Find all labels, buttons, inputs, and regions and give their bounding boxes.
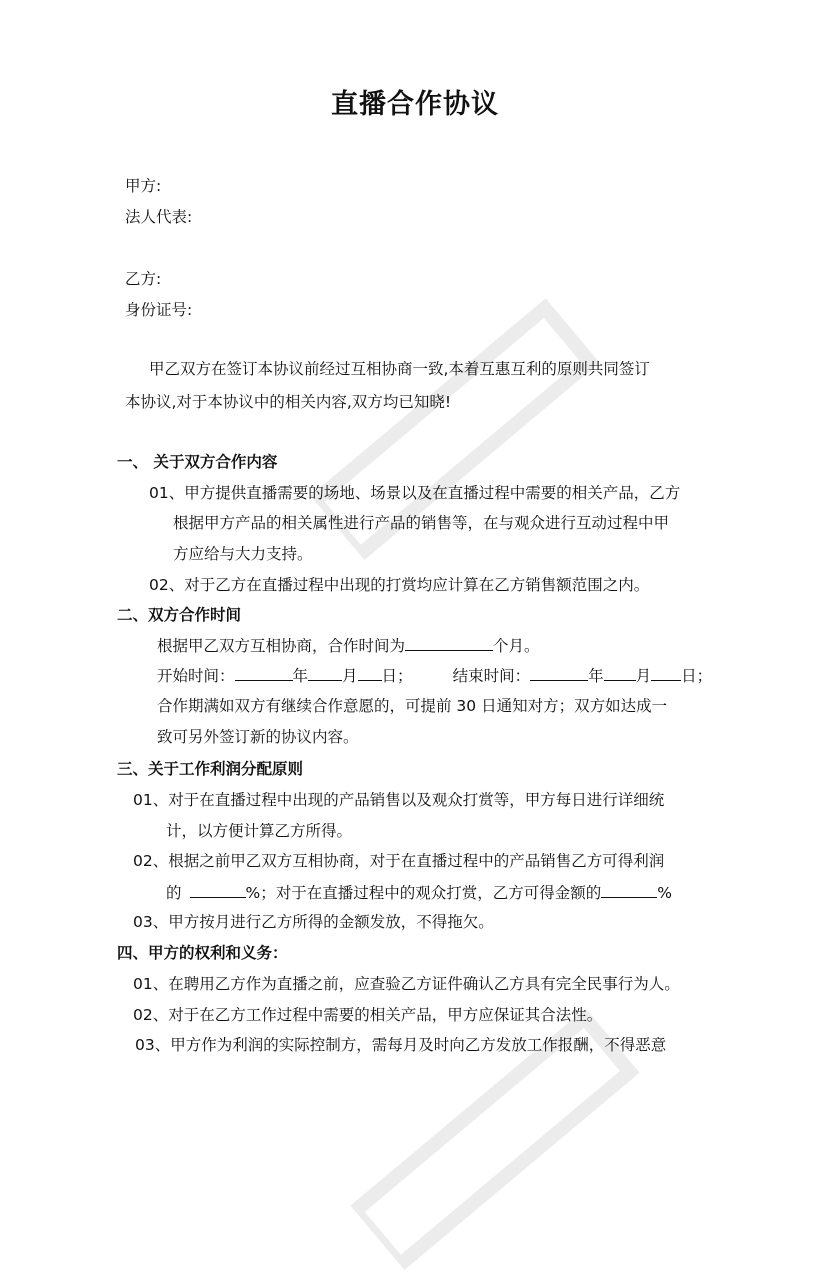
s2-dates-line xyxy=(157,664,712,687)
document-title: 直播合作协议 xyxy=(331,89,499,120)
end-day-blank xyxy=(651,664,681,681)
start-year-unit: 年 xyxy=(292,667,309,685)
start-month-blank xyxy=(308,664,342,681)
tip-percent-blank xyxy=(601,881,657,898)
start-time-label: 开始时间： xyxy=(157,667,235,685)
s2-duration-text: 根据甲乙双方互相协商，合作时间为 xyxy=(157,637,406,655)
duration-blank xyxy=(405,634,493,651)
s4-item-1: 01、在聘用乙方作为直播之前，应查验乙方证件确认乙方具有完全民事行为人。 xyxy=(133,975,680,993)
start-day-blank xyxy=(358,664,382,681)
profit-share-mid: %；对于在直播过程中的观众打赏，乙方可得金额的 xyxy=(245,884,602,902)
party-a-label: 甲方: xyxy=(125,177,162,195)
start-month-unit: 月 xyxy=(342,667,358,685)
section-2-heading: 二、双方合作时间 xyxy=(117,606,242,624)
s2-duration-unit: 个月。 xyxy=(493,637,540,655)
intro-line-1: 甲乙双方在签订本协议前经过互相协商一致,本着互惠互利的原则共同签订 xyxy=(149,360,650,378)
s1-item-1-line-1: 01、甲方提供直播需要的场地、场景以及在直播过程中需要的相关产品，乙方 xyxy=(149,484,681,502)
profit-percent-blank xyxy=(190,881,246,898)
end-month-blank xyxy=(604,664,636,681)
section-3-heading: 三、关于工作利润分配原则 xyxy=(117,760,304,778)
party-a-rep-label: 法人代表: xyxy=(125,208,193,226)
end-day-unit: 日； xyxy=(681,667,713,685)
party-b-label: 乙方: xyxy=(125,270,162,288)
s1-item-1-line-2: 根据甲方产品的相关属性进行产品的销售等，在与观众进行互动过程中甲 xyxy=(173,514,670,532)
end-year-blank xyxy=(530,664,588,681)
end-month-unit: 月 xyxy=(635,667,652,685)
start-day-unit: 日； xyxy=(381,667,413,685)
end-year-unit: 年 xyxy=(588,667,604,685)
s4-item-2: 02、对于在乙方工作过程中需要的相关产品，甲方应保证其合法性。 xyxy=(133,1006,603,1024)
s2-renewal-line-2: 致可另外签订新的协议内容。 xyxy=(157,728,359,746)
section-1-heading: 一、 关于双方合作内容 xyxy=(117,453,278,471)
s4-item-3: 03、甲方作为利润的实际控制方，需每月及时向乙方发放工作报酬，不得恶意 xyxy=(135,1036,667,1054)
end-time-label: 结束时间： xyxy=(452,667,531,685)
s3-item-1-line-2: 计，以方便计算乙方所得。 xyxy=(166,822,353,840)
s3-item-2-line-2 xyxy=(166,881,672,904)
s2-renewal-line: 合作期满如双方有继续合作意愿的，可提前 30 日通知对方；双方如达成一 xyxy=(157,697,668,715)
s1-item-1-line-3: 方应给与大力支持。 xyxy=(173,545,313,563)
start-year-blank xyxy=(235,664,293,681)
profit-share-prefix: 的 xyxy=(166,884,182,902)
section-4-heading: 四、甲方的权利和义务： xyxy=(117,944,288,962)
s2-duration-line xyxy=(157,634,540,657)
s3-item-2-line-1: 02、根据之前甲乙双方互相协商，对于在直播过程中的产品销售乙方可得利润 xyxy=(133,852,665,870)
party-b-id-label: 身份证号: xyxy=(125,301,193,319)
s3-item-3: 03、甲方按月进行乙方所得的金额发放，不得拖欠。 xyxy=(133,913,494,931)
tip-share-suffix: % xyxy=(657,884,672,902)
s1-item-2: 02、对于乙方在直播过程中出现的打赏均应计算在乙方销售额范围之内。 xyxy=(149,576,650,594)
intro-line-2: 本协议,对于本协议中的相关内容,双方均已知晓! xyxy=(125,393,452,411)
s3-item-1-line-1: 01、对于在直播过程中出现的产品销售以及观众打赏等，甲方每日进行详细统 xyxy=(133,791,665,809)
